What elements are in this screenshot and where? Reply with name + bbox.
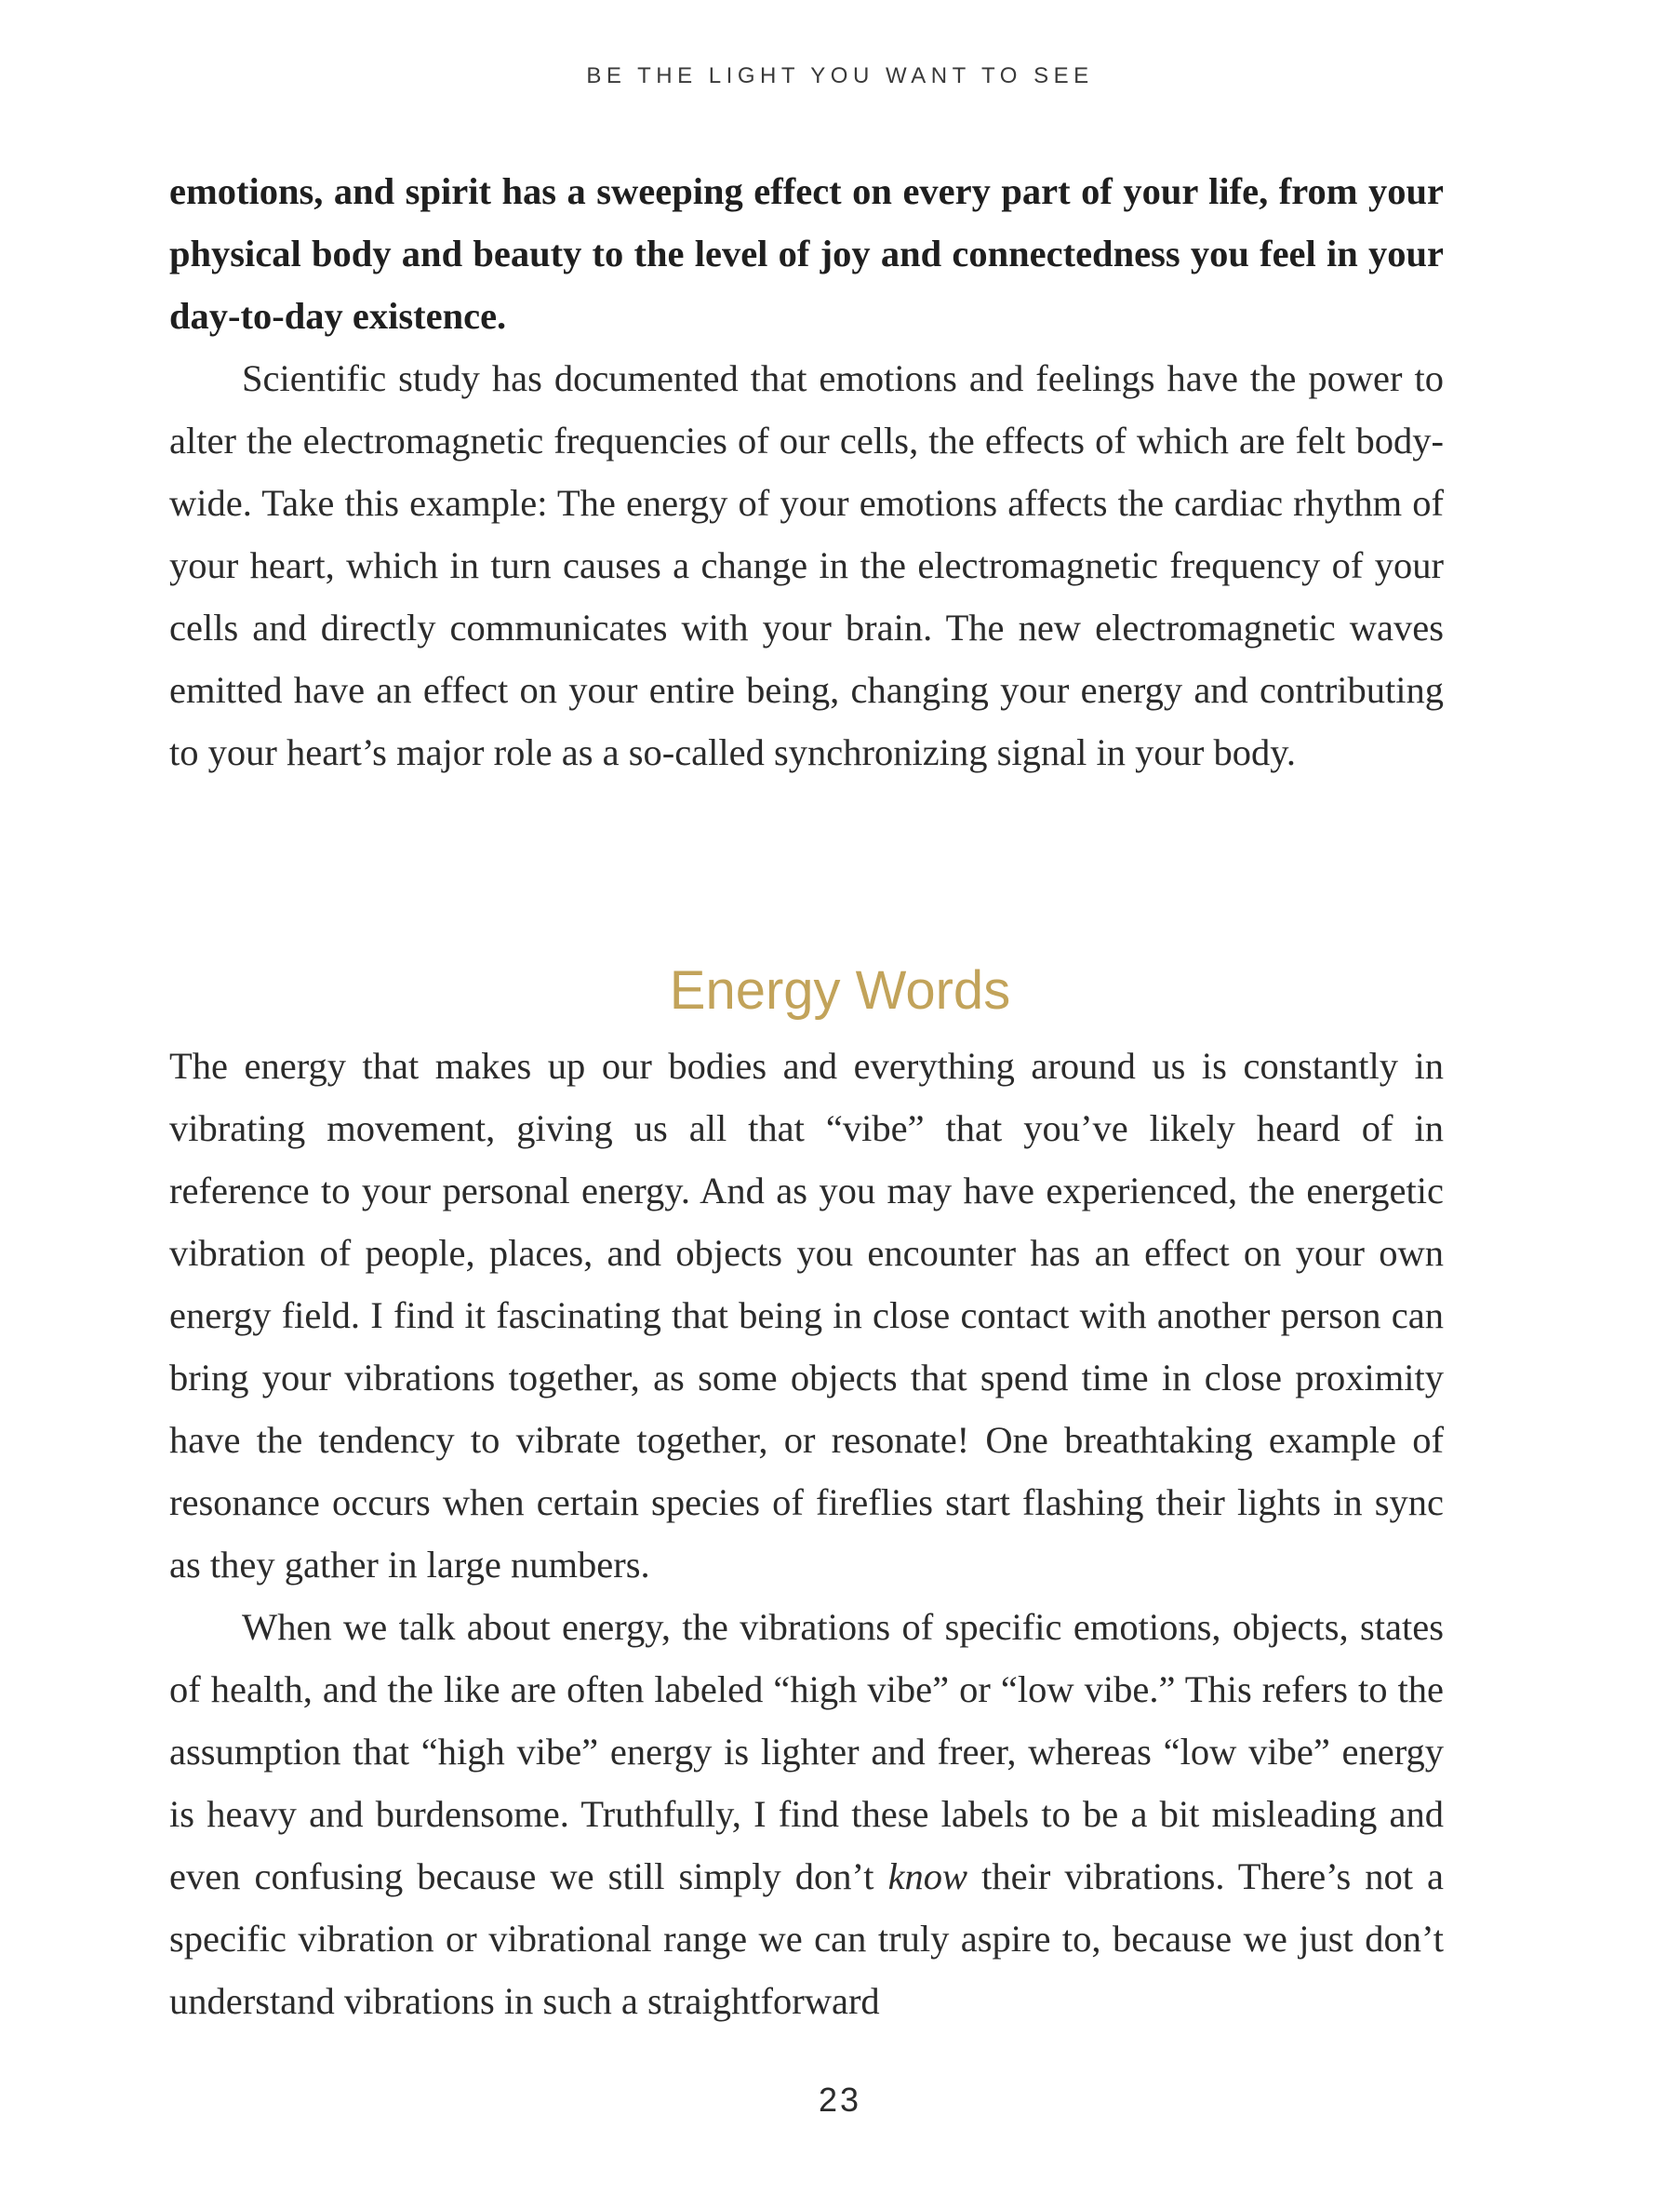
energy-paragraph: The energy that makes up our bodies and everything around us is constantly in vibrating movement, giving us all that “vibe” that you’ve likely heard of in reference to your personal energy. And as you may have experienced, the energetic vibration of people, places, and objects you encounter has an effect on your own energy field. I find it fascinating that being in close contact with another person can bring your vibrations together, as some objects that spend time in close proximity have the tendency to vibrate together, or resonate! One breathtaking example of resonance occurs when certain species of fireflies start flashing their lights in sync as they gather in large numbers. (169, 1045, 1444, 1586)
vibes-paragraph (169, 1596, 1444, 2032)
running-head: BE THE LIGHT YOU WANT TO SEE (586, 63, 1094, 88)
page-number: 23 (818, 2081, 862, 2119)
intro-bold-paragraph: emotions, and spirit has a sweeping effect on every part of your life, from your physical body and beauty to the level of joy and connectedness you feel in your day-to-day existence. (169, 170, 1444, 337)
text-block-upper (169, 160, 1444, 783)
vibes-text-end: their vibrations. There’s not a specific vibration or vibrational range we can truly aspire to, because we just don’t understand vibrations in such a straightforward (169, 1855, 1444, 2022)
science-paragraph: Scientific study has documented that emotions and feelings have the power to alter the electromagnetic frequencies of our cells, the effects of which are felt body-wide. Take this example: The energy of your emotions affects the cardiac rhythm of your heart, which in turn causes a change in the electromagnetic frequency of your cells and directly communicates with your brain. The new electromagnetic waves emitted have an effect on your entire being, changing your energy and contributing to your heart’s major role as a so-called synchronizing signal in your body. (169, 357, 1444, 773)
vibes-text-start: When we talk about energy, the vibrations of specific emotions, objects, states of health, and the like are often labeled “high vibe” or “low vibe.” This refers to the assumption that “high vibe” energy is lighter and freer, whereas “low vibe” energy is heavy and burdensome. Truthfully, I find these labels to be a bit misleading and even confusing because we still simply don’t (169, 1606, 1444, 1897)
section-heading: Energy Words (669, 960, 1011, 1021)
text-block-lower (169, 1035, 1444, 2032)
vibes-emphasis: know (887, 1855, 968, 1897)
